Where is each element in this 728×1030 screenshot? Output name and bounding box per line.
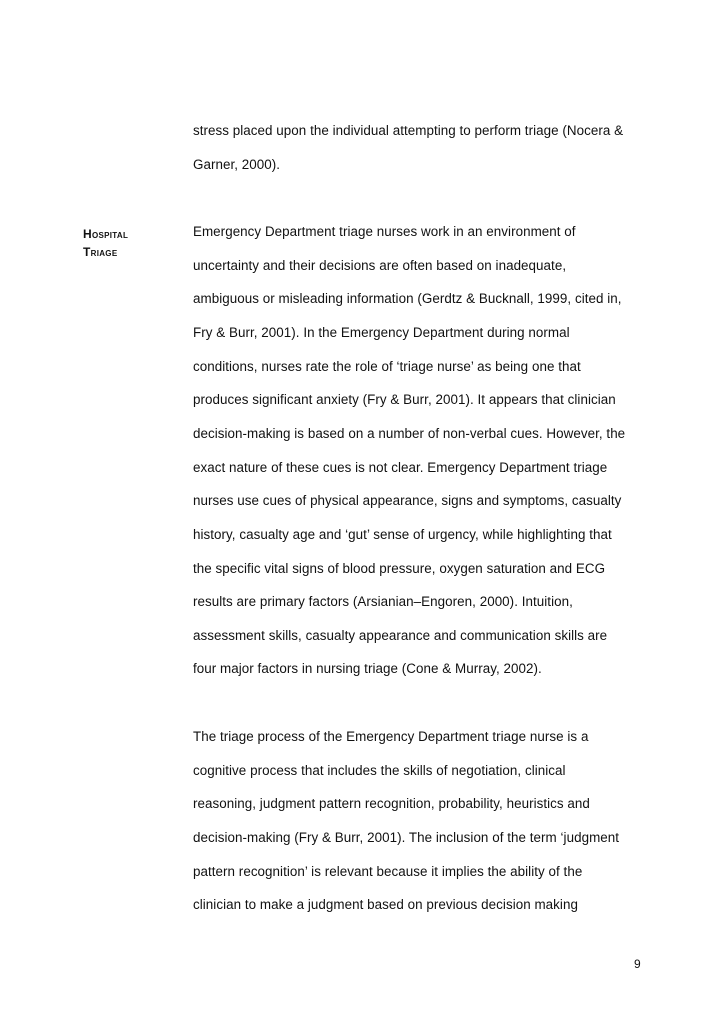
text-line: uncertainty and their decisions are often based on inadequate, [193,258,567,273]
text-line: cognitive process that includes the skills of negotiation, clinical [193,763,566,778]
text-line: ambiguous or misleading information (Gerdtz & Bucknall, 1999, cited in, [193,291,622,306]
text-line: Emergency Department triage nurses work in an environment of [193,224,576,239]
text-line: the specific vital signs of blood pressure, oxygen saturation and ECG [193,561,606,576]
text-line: decision-making (Fry & Burr, 2001). The inclusion of the term ‘judgment [193,830,620,845]
side-heading-line: Hospital [83,227,129,241]
text-line: reasoning, judgment pattern recognition, probability, heuristics and [193,796,590,811]
text-line: Garner, 2000). [193,157,281,172]
text-line: four major factors in nursing triage (Cone & Murray, 2002). [193,661,542,676]
text-line: pattern recognition’ is relevant because it implies the ability of the [193,864,583,879]
text-line: The triage process of the Emergency Department triage nurse is a [193,729,589,744]
text-line: decision-making is based on a number of non-verbal cues. However, the [193,426,626,441]
section-side-heading [83,225,128,261]
text-line: stress placed upon the individual attempting to perform triage (Nocera & [193,123,624,138]
text-line: clinician to make a judgment based on previous decision making [193,897,578,912]
text-line: nurses use cues of physical appearance, signs and symptoms, casualty [193,493,622,508]
text-line: results are primary factors (Arsianian–Engoren, 2000). Intuition, [193,594,573,609]
text-line: history, casualty age and ‘gut’ sense of urgency, while highlighting that [193,527,612,542]
text-line: exact nature of these cues is not clear. Emergency Department triage [193,460,608,475]
text-line: Fry & Burr, 2001). In the Emergency Department during normal [193,325,570,340]
text-line: assessment skills, casualty appearance and communication skills are [193,628,608,643]
text-line: produces significant anxiety (Fry & Burr, 2001). It appears that clinician [193,392,616,407]
side-heading-line: Triage [83,245,118,259]
text-line: conditions, nurses rate the role of ‘triage nurse’ as being one that [193,359,581,374]
page-number: 9 [634,957,641,971]
